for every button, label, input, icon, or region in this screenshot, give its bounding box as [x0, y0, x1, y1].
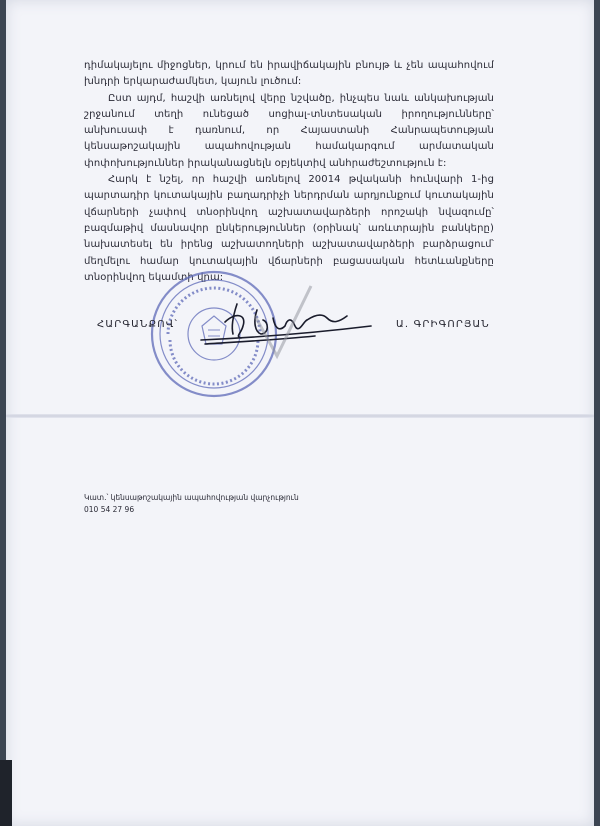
paragraph-3: Հարկ է նշել, որ հաշվի առնելով 20014 թվականի հունվարի 1-ից պարտադիր կուտակային բաղադրիչի ներդրման արդյունքում կուտակային վճարների չափով տնօրինվող աշխատավարձերի որոշակի նվազումը՝ բազմաթիվ մասնավոր ընկերություններ (օրինակ՝ առևտրային բանկերը) նախատեսել են իրենց աշխատողների աշխատավարձերի բարձրացում՝ մեղմելու համար կուտակային վճարների բացասական հետևանքները տնօրինվող եկամտի վրա: [84, 174, 494, 283]
closing-label: ՀԱՐԳԱՆՔՈՎ՝ [97, 319, 179, 330]
footer-phone: 010 54 27 96 [84, 505, 135, 514]
scan-edge [0, 760, 12, 826]
paragraph-1: դիմակայելու միջոցներ, կրում են իրավիճակային բնույթ և չեն ապահովում խնդրի երկարաժամկետ, կայուն լուծում: [84, 60, 494, 88]
footer-contact [84, 492, 299, 516]
signer-name: Ա. ԳՐԻԳՈՐՅԱՆ [396, 319, 490, 330]
handwritten-signature [195, 282, 375, 372]
page-fold [6, 414, 594, 418]
letter-body [84, 58, 494, 286]
paragraph-2: Ըստ այդմ, հաշվի առնելով վերը նշվածը, ինչպես նաև անկախության շրջանում տեղի ունեցած սոցիալ-տնտեսական իրողությունները՝ անխուսափ է դառնում, որ Հայաստանի Հանրապետության կենսաթոշակային ապահովության համակարգում արմատական փոփոխություններ իրականացնելն օբյեկտիվ անհրաժեշտություն է: [84, 92, 494, 169]
footer-department: Կատ.՝ կենսաթոշակային ապահովության վարչություն [84, 493, 299, 502]
